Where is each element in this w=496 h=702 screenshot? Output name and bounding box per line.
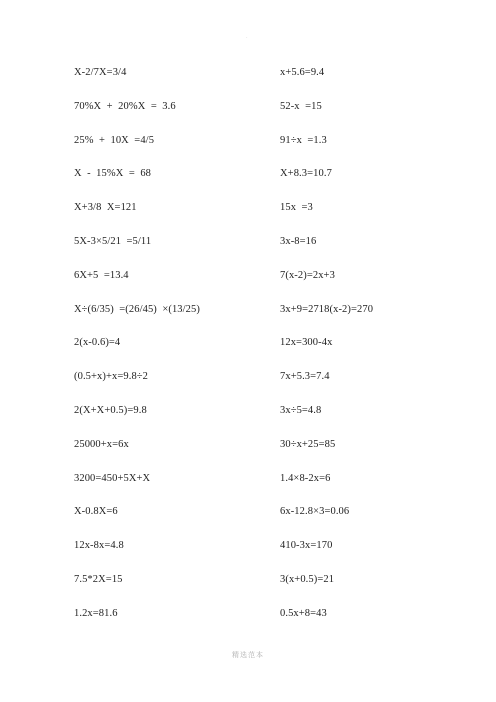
equation: X÷(6/35) =(26/45) ×(13/25) (74, 303, 200, 315)
equation: 7x+5.3=7.4 (280, 371, 330, 383)
equation: 15x =3 (280, 202, 313, 214)
equation: 25000+x=6x (74, 438, 129, 450)
equation: 410-3x=170 (280, 540, 333, 552)
equation: 25% + 10X =4/5 (74, 134, 155, 146)
equation: 2(X+X+0.5)=9.8 (74, 404, 147, 416)
equation: 3x÷5=4.8 (280, 404, 322, 416)
equation: 6x-12.8×3=0.06 (280, 506, 350, 518)
equation: 0.5x+8=43 (280, 607, 327, 619)
equation: x+5.6=9.4 (280, 67, 325, 78)
equation: 7.5*2X=15 (74, 573, 123, 585)
equation: X - 15%X = 68 (74, 168, 152, 180)
equation: X-2/7X=3/4 (74, 67, 127, 78)
equation: X+8.3=10.7 (280, 168, 332, 180)
equation: 91÷x =1.3 (280, 134, 327, 146)
equation: 1.4×8-2x=6 (280, 472, 331, 484)
equation: (0.5+x)+x=9.8÷2 (74, 371, 149, 383)
right-equation-column (280, 67, 480, 642)
equation: 7(x-2)=2x+3 (280, 269, 335, 281)
header-mark: · (246, 36, 248, 41)
equation: 2(x-0.6)=4 (74, 337, 121, 349)
equation: 3200=450+5X+X (74, 472, 151, 484)
equation: 30÷x+25=85 (280, 438, 336, 450)
equation: 70%X + 20%X = 3.6 (74, 100, 176, 112)
left-equation-column (74, 67, 274, 642)
equation: 3(x+0.5)=21 (280, 573, 335, 585)
equation: 1.2x=81.6 (74, 607, 118, 619)
equation: 12x=300-4x (280, 337, 333, 349)
equation: 52-x =15 (280, 100, 322, 112)
equation: 6X+5 =13.4 (74, 269, 129, 281)
equation: X-0.8X=6 (74, 506, 118, 518)
equation: 3x+9=2718(x-2)=270 (280, 303, 374, 315)
equation: 3x-8=16 (280, 235, 317, 247)
equation: 5X-3×5/21 =5/11 (74, 235, 152, 247)
equation: 12x-8x=4.8 (74, 540, 124, 552)
equation: X+3/8 X=121 (74, 202, 137, 214)
footer-watermark: 精选范本 (232, 651, 264, 659)
